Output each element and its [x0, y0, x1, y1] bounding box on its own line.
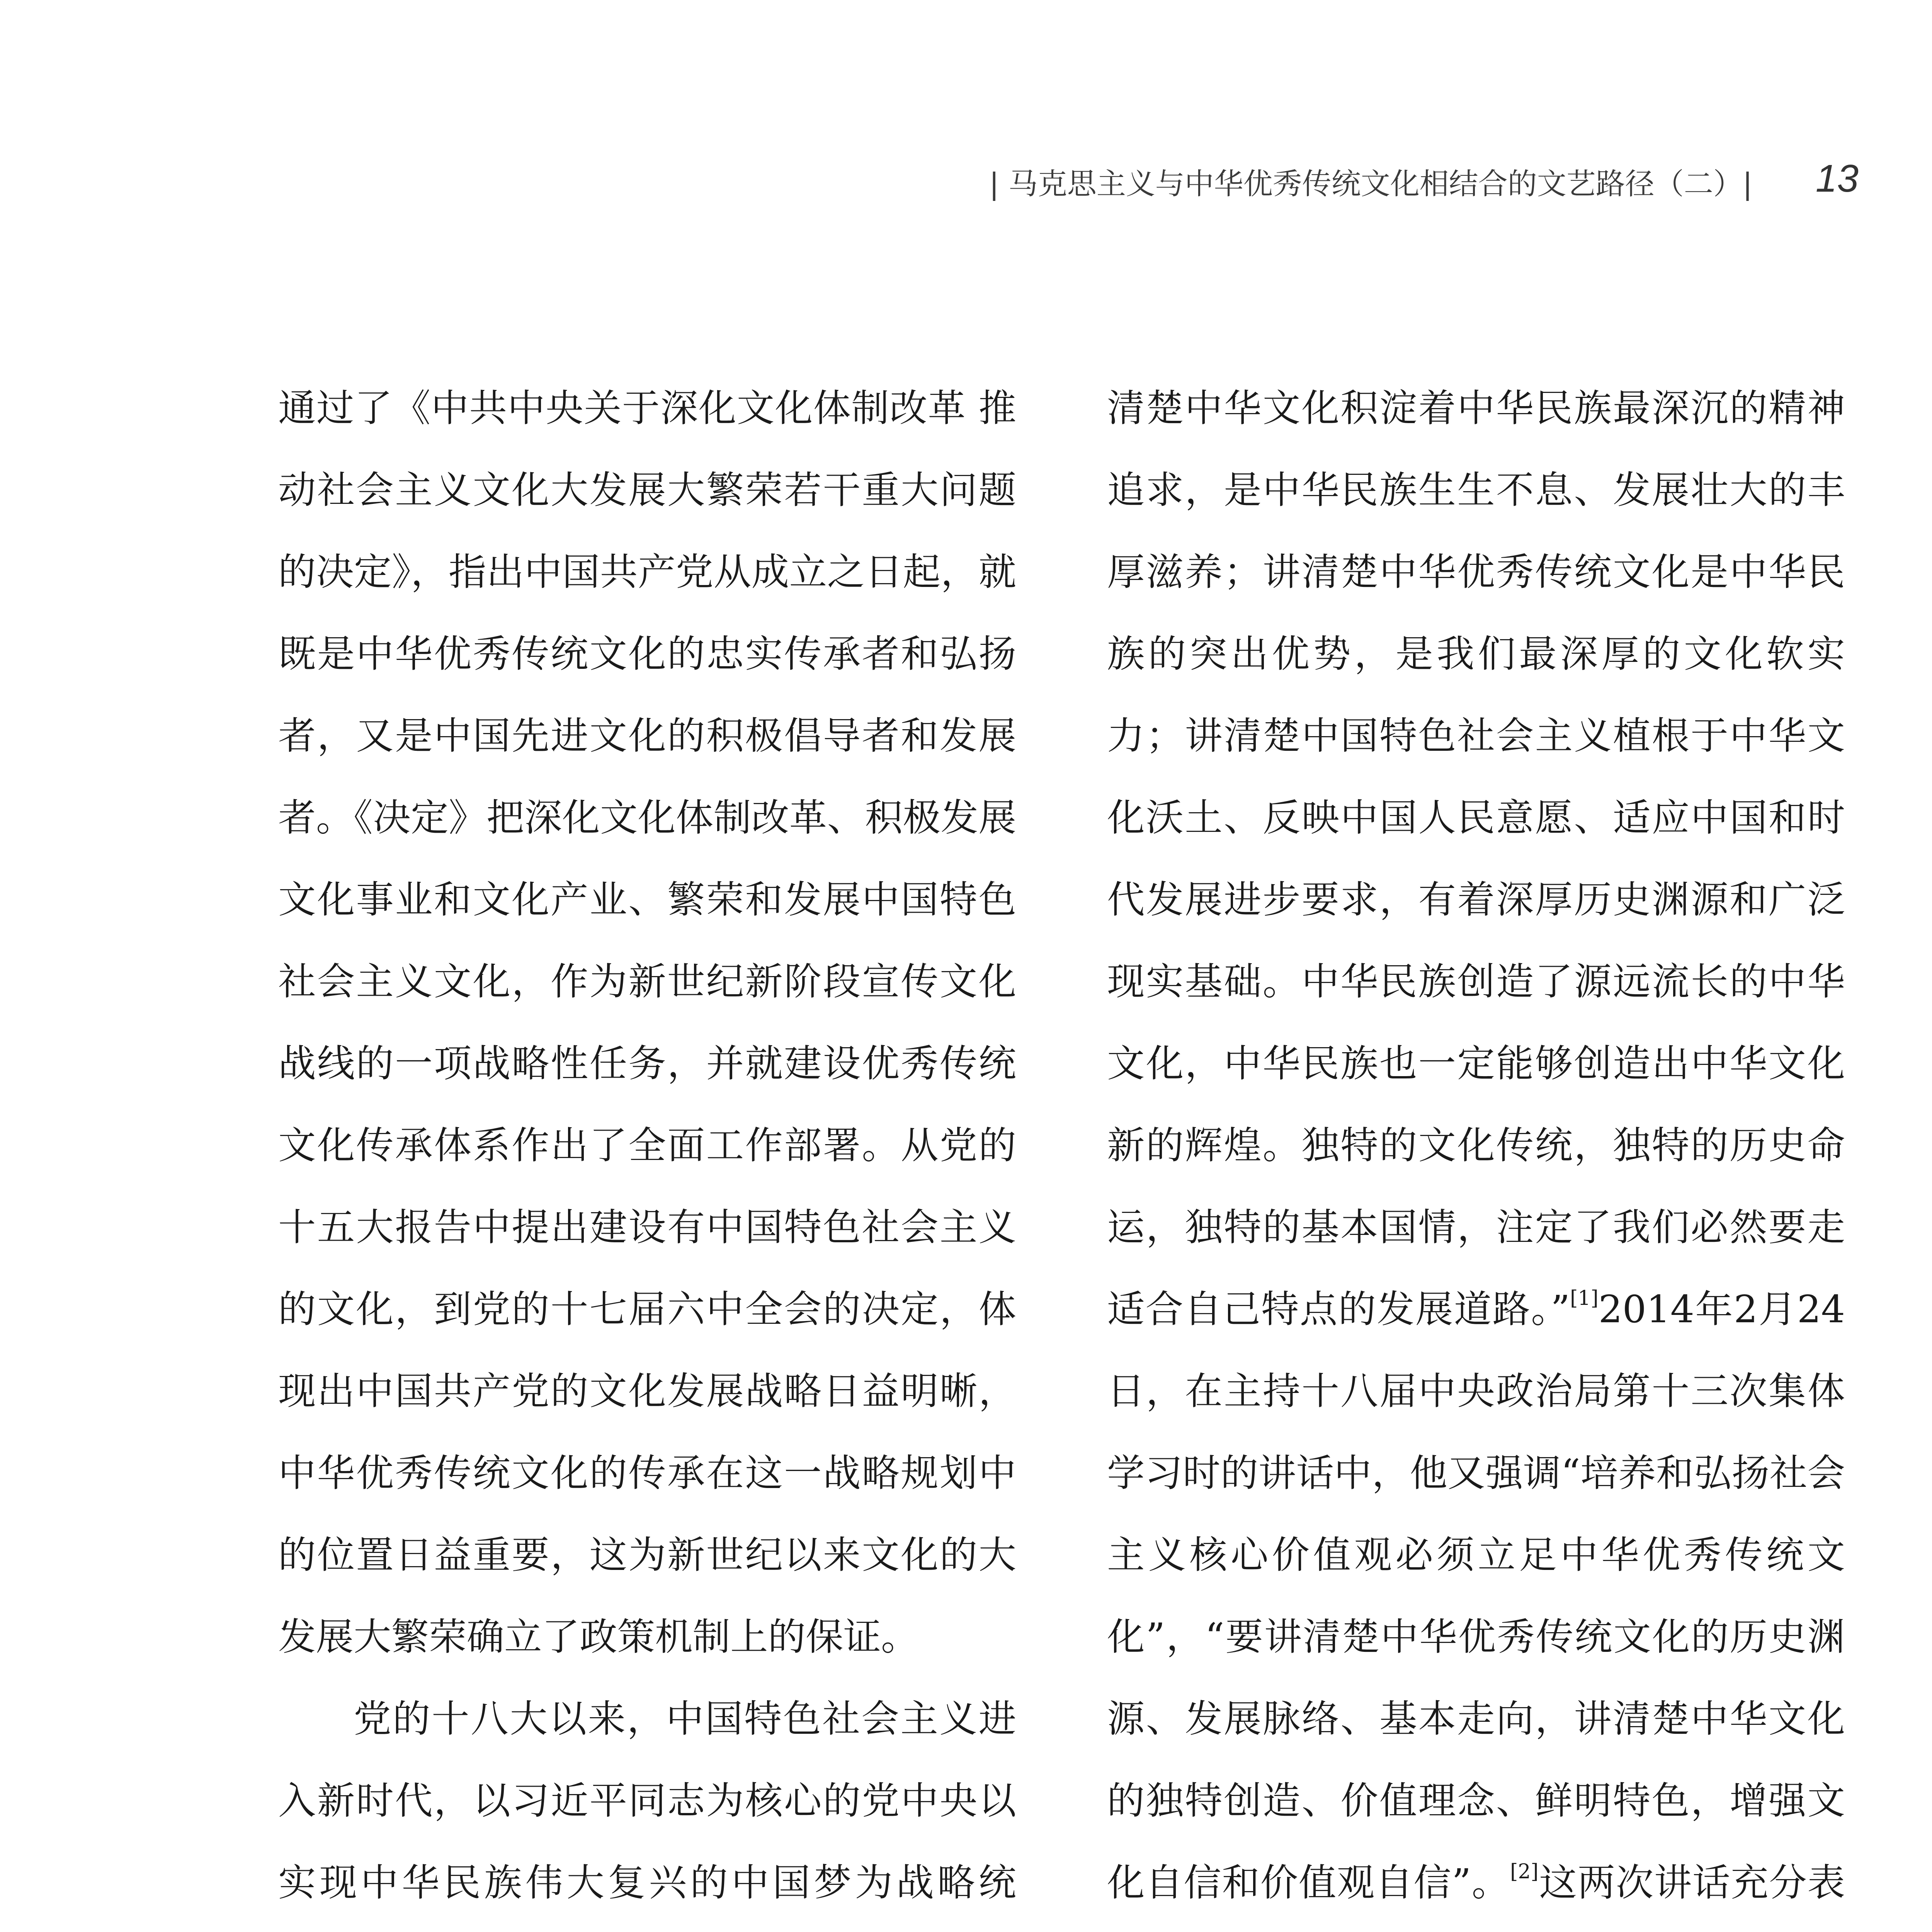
left-column: [278, 367, 1016, 1932]
footnote-ref-2[interactable]: [2]: [1510, 1860, 1539, 1883]
page-number: 13: [1815, 157, 1859, 200]
body-text-segment: 清楚中华文化积淀着中华民族最深沉的精神追求，是中华民族生生不息、发展壮大的丰厚滋养；讲清楚中华优秀传统文化是中华民族的突出优势，是我们最深厚的文化软实力；讲清楚中国特色社会主义植根于中华文化沃土、反映中国人民意愿、适应中国和时代发展进步要求，有着深厚历史渊源和广泛现实基础。中华民族创造了源远流长的中华文化，中华民族也一定能够创造出中华文化新的辉煌。独特的文化传统，独特的历史命运，独特的基本国情，注定了我们必然要走适合自己特点的发展道路。”: [1107, 386, 1845, 1331]
body-text-segment: 2014年2月24日，在主持十八届中央政治局第十三次集体学习时的讲话中，他又强调“培养和弘扬社会主义核心价值观必须立足中华优秀传统文化”，“要讲清楚中华优秀传统文化的历史渊源、发展脉络、基本走向，讲清楚中华文化的独特创造、价值理念、鲜明特色，增强文化自信和价值观自信”。: [1107, 1287, 1845, 1905]
paragraph-continued: [1107, 367, 1845, 1932]
paragraph-continued: 通过了《中共中央关于深化文化体制改革 推动社会主义文化大发展大繁荣若干重大问题的决定》，指出中国共产党从成立之日起，就既是中华优秀传统文化的忠实传承者和弘扬者，又是中国先进文化的积极倡导者和发展者。《决定》把深化文化体制改革、积极发展文化事业和文化产业、繁荣和发展中国特色社会主义文化，作为新世纪新阶段宣传文化战线的一项战略性任务，并就建设优秀传统文化传承体系作出了全面工作部署。从党的十五大报告中提出建设有中国特色社会主义的文化，到党的十七届六中全会的决定，体现出中国共产党的文化发展战略日益明晰，中华优秀传统文化的传承在这一战略规划中的位置日益重要，这为新世纪以来文化的大发展大繁荣确立了政策机制上的保证。: [278, 386, 1016, 1659]
running-title: | 马克思主义与中华优秀传统文化相结合的文艺路径（二）|: [989, 167, 1753, 201]
body-text-segment: 这两次讲话充分表: [1538, 1861, 1845, 1905]
paragraph: 党的十八大以来，中国特色社会主义进入新时代，以习近平同志为核心的党中央以实现中华民族伟大复兴的中国梦为战略统: [278, 1697, 1016, 1905]
right-column: [1107, 367, 1845, 1932]
footnote-ref-1[interactable]: [1]: [1570, 1287, 1599, 1310]
